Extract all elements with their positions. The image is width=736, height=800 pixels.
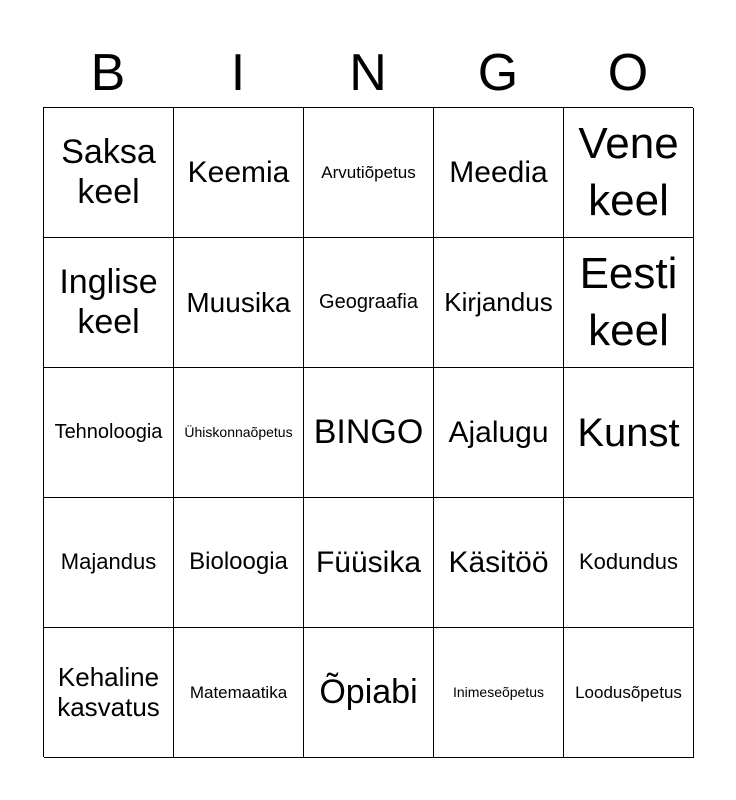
bingo-header (43, 40, 693, 106)
bingo-board (43, 107, 693, 757)
bingo-cell[interactable]: Matemaatika (174, 628, 304, 758)
bingo-cell[interactable]: Kirjandus (434, 238, 564, 368)
header-letter-i: I (230, 44, 246, 102)
bingo-cell[interactable]: Tehnoloogia (44, 368, 174, 498)
header-letter-o: O (607, 44, 649, 102)
bingo-cell[interactable]: Saksa keel (44, 108, 174, 238)
bingo-cell[interactable]: Inimeseõpetus (434, 628, 564, 758)
bingo-cell[interactable]: Kodundus (564, 498, 694, 628)
header-letter-g: G (477, 44, 519, 102)
bingo-cell[interactable]: Keemia (174, 108, 304, 238)
bingo-cell[interactable]: Inglise keel (44, 238, 174, 368)
bingo-free-cell[interactable]: BINGO (304, 368, 434, 498)
bingo-cell[interactable]: Ühiskonnaõpetus (174, 368, 304, 498)
bingo-cell[interactable]: Arvutiõpetus (304, 108, 434, 238)
bingo-cell[interactable]: Kehaline kasvatus (44, 628, 174, 758)
bingo-cell[interactable]: Käsitöö (434, 498, 564, 628)
bingo-cell[interactable]: Muusika (174, 238, 304, 368)
bingo-cell[interactable]: Loodusõpetus (564, 628, 694, 758)
bingo-cell[interactable]: Füüsika (304, 498, 434, 628)
header-letter-b: B (90, 44, 126, 102)
header-letter-n: N (349, 44, 387, 102)
bingo-cell[interactable]: Ajalugu (434, 368, 564, 498)
bingo-cell[interactable]: Geograafia (304, 238, 434, 368)
bingo-cell[interactable]: Eesti keel (564, 238, 694, 368)
bingo-cell[interactable]: Bioloogia (174, 498, 304, 628)
bingo-cell[interactable]: Õpiabi (304, 628, 434, 758)
bingo-cell[interactable]: Majandus (44, 498, 174, 628)
bingo-cell[interactable]: Meedia (434, 108, 564, 238)
bingo-cell[interactable]: Vene keel (564, 108, 694, 238)
bingo-cell[interactable]: Kunst (564, 368, 694, 498)
